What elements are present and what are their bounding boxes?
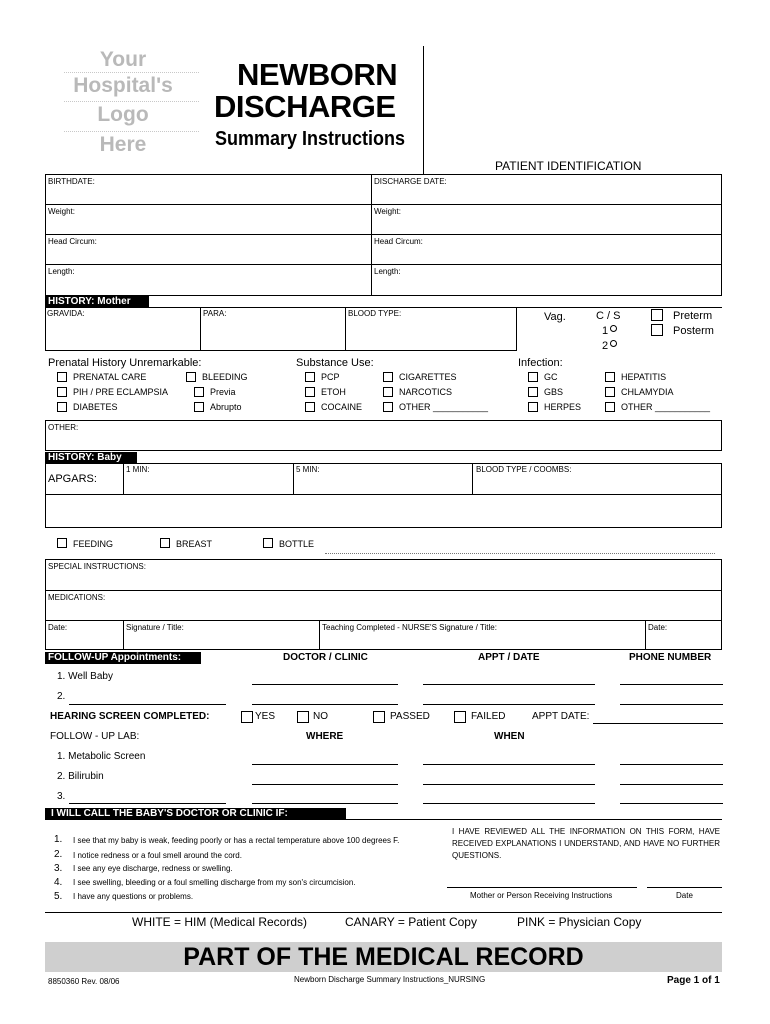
hearing-yes-checkbox[interactable] (241, 711, 253, 723)
history-baby-heading: HISTORY: Baby (45, 452, 137, 464)
posterm-checkbox[interactable] (651, 324, 663, 336)
page-number: Page 1 of 1 (667, 975, 720, 986)
call-item-4: I see swelling, bleeding or a foul smelling discharge from my son's circumcision. (73, 878, 356, 887)
form-name: Newborn Discharge Summary Instructions_NURSING (294, 975, 486, 984)
length-field[interactable]: Length: (48, 267, 75, 276)
hearing-no-checkbox[interactable] (297, 711, 309, 723)
cocaine-label: COCAINE (321, 402, 363, 412)
vag-label: Vag. (544, 311, 566, 323)
banner-text: PART OF THE MEDICAL RECORD (183, 943, 584, 971)
feeding-label: FEEDING (73, 539, 114, 549)
prenatal-heading: Prenatal History Unremarkable: (48, 357, 202, 369)
cs-label: C / S (596, 310, 621, 322)
bleeding-label: BLEEDING (202, 372, 248, 382)
col-phone: PHONE NUMBER (629, 652, 712, 663)
review-statement: I HAVE REVIEWED ALL THE INFORMATION ON THIS FORM, HAVE RECEIVED EXPLANATIONS I UNDERSTAND, AND HAVE NO FURTHER QUESTIONS. (452, 827, 720, 860)
substance-other-checkbox[interactable] (383, 402, 393, 412)
history-mother-heading: HISTORY: Mother (45, 296, 149, 308)
instructions-grid (45, 559, 722, 650)
hepatitis-label: HEPATITIS (621, 372, 667, 382)
call-number-3: 3. (54, 863, 63, 874)
col-doctor-clinic: DOCTOR / CLINIC (283, 652, 368, 663)
special-instructions-field[interactable]: SPECIAL INSTRUCTIONS: (48, 562, 146, 571)
hearing-passed-label: PASSED (390, 711, 430, 722)
bleeding-checkbox[interactable] (186, 372, 196, 382)
prenatal-care-label: PRENATAL CARE (73, 372, 147, 382)
subtitle: Summary Instructions (215, 128, 406, 150)
signature-field[interactable]: Signature / Title: (126, 623, 184, 632)
gbs-label: GBS (544, 387, 564, 397)
teaching-signature-field[interactable]: Teaching Completed - NURSE'S Signature / Title: (322, 623, 497, 632)
patient-id-label: PATIENT IDENTIFICATION (495, 159, 642, 173)
discharge-date-field[interactable]: DISCHARGE DATE: (374, 177, 447, 186)
gc-checkbox[interactable] (528, 372, 538, 382)
call-number-4: 4. (54, 877, 63, 888)
logo-line-2: Hospital's (73, 74, 173, 97)
breast-checkbox[interactable] (160, 538, 170, 548)
hearing-screen-label: HEARING SCREEN COMPLETED: (50, 711, 210, 722)
chlamydia-checkbox[interactable] (605, 387, 615, 397)
infection-other-checkbox[interactable] (605, 402, 615, 412)
call-number-5: 5. (54, 891, 63, 902)
cigarettes-label: CIGARETTES (399, 372, 457, 382)
date-field-2[interactable]: Date: (648, 623, 668, 632)
gc-label: GC (544, 372, 558, 382)
preterm-checkbox[interactable] (651, 309, 663, 321)
hearing-failed-label: FAILED (471, 711, 506, 722)
cocaine-checkbox[interactable] (305, 402, 315, 412)
date-field[interactable]: Date: (48, 623, 68, 632)
apgar-5min-field[interactable]: 5 MIN: (296, 465, 320, 474)
blood-coombs-field[interactable]: BLOOD TYPE / COOMBS: (476, 465, 572, 474)
prenatal-care-checkbox[interactable] (57, 372, 67, 382)
para-field[interactable]: PARA: (203, 309, 227, 318)
col-when: WHEN (494, 731, 525, 742)
posterm-label: Posterm (673, 325, 714, 337)
appt-date-label: APPT DATE: (532, 711, 590, 722)
call-heading: I WILL CALL THE BABY'S DOCTOR OR CLINIC IF: (45, 808, 346, 820)
chlamydia-label: CHLAMYDIA (621, 387, 674, 397)
medical-record-banner (45, 942, 722, 972)
followup-well-baby: 1. Well Baby (57, 671, 113, 682)
hearing-yes-label: YES (255, 711, 276, 722)
preterm-label: Preterm (673, 310, 713, 322)
pcp-checkbox[interactable] (305, 372, 315, 382)
lab-item-3: 3. (57, 791, 66, 802)
call-item-5: I have any questions or problems. (73, 892, 194, 901)
call-number-2: 2. (54, 849, 63, 860)
narcotics-label: NARCOTICS (399, 387, 453, 397)
call-item-3: I see any eye discharge, redness or swelling. (73, 864, 233, 873)
apgar-1min-field[interactable]: 1 MIN: (126, 465, 150, 474)
col-where: WHERE (306, 731, 344, 742)
pih-label: PIH / PRE ECLAMPSIA (73, 387, 169, 397)
col-appt-date: APPT / DATE (478, 652, 540, 663)
head-circum-field-2[interactable]: Head Circum: (374, 237, 423, 246)
abrupto-label: Abrupto (210, 402, 242, 412)
etoh-label: ETOH (321, 387, 346, 397)
infection-heading: Infection: (518, 357, 563, 369)
copy-pink: PINK = Physician Copy (517, 915, 642, 929)
previa-label: Previa (210, 387, 236, 397)
gbs-checkbox[interactable] (528, 387, 538, 397)
logo-line-4: Here (99, 133, 147, 156)
length-field-2[interactable]: Length: (374, 267, 401, 276)
apgars-label: APGARS: (48, 473, 97, 485)
previa-checkbox[interactable] (194, 387, 204, 397)
followup-lab-label: FOLLOW - UP LAB: (50, 731, 140, 742)
head-circum-field[interactable]: Head Circum: (48, 237, 97, 246)
other-label: OTHER: (48, 423, 79, 432)
weight-field-2[interactable]: Weight: (374, 207, 401, 216)
diabetes-label: DIABETES (73, 402, 118, 412)
cs-two: 2 (602, 340, 617, 353)
logo-line-1: Your (99, 48, 147, 71)
hearing-passed-checkbox[interactable] (373, 711, 385, 723)
gravida-field[interactable]: GRAVIDA: (47, 309, 85, 318)
bottle-label: BOTTLE (279, 539, 315, 549)
lab-bilirubin: 2. Bilirubin (57, 771, 104, 782)
cigarettes-checkbox[interactable] (383, 372, 393, 382)
diabetes-checkbox[interactable] (57, 402, 67, 412)
call-item-1: I see that my baby is weak, feeding poorly or has a rectal temperature above 100 degrees F. (73, 836, 400, 845)
blood-type-field[interactable]: BLOOD TYPE: (348, 309, 402, 318)
bottle-checkbox[interactable] (263, 538, 273, 548)
etoh-checkbox[interactable] (305, 387, 315, 397)
hearing-failed-checkbox[interactable] (454, 711, 466, 723)
herpes-label: HERPES (544, 402, 582, 412)
substance-heading: Substance Use: (296, 357, 374, 369)
hearing-no-label: NO (313, 711, 328, 722)
title-line-2: DISCHARGE (214, 89, 396, 124)
receiver-signature-label: Mother or Person Receiving Instructions (470, 891, 613, 900)
birthdate-field[interactable]: BIRTHDATE: (48, 177, 95, 186)
pcp-label: PCP (321, 372, 340, 382)
medications-field[interactable]: MEDICATIONS: (48, 593, 106, 602)
infection-other-label: OTHER ___________ (621, 402, 711, 412)
call-number-1: 1. (54, 834, 63, 845)
top-fields-grid (45, 174, 722, 296)
followup-item-2: 2. (57, 691, 66, 702)
breast-label: BREAST (176, 539, 213, 549)
copy-white: WHITE = HIM (Medical Records) (132, 915, 308, 929)
logo-line-3: Logo (97, 103, 149, 126)
substance-other-label: OTHER ___________ (399, 402, 489, 412)
copy-canary: CANARY = Patient Copy (345, 915, 477, 929)
form-number: 8850360 Rev. 08/06 (48, 977, 120, 986)
receiver-date-label: Date (676, 891, 693, 900)
other-field[interactable] (45, 420, 722, 451)
lab-metabolic: 1. Metabolic Screen (57, 751, 146, 762)
feeding-checkbox[interactable] (57, 538, 67, 548)
followup-heading: FOLLOW-UP Appointments: (45, 652, 201, 664)
call-item-2: I notice redness or a foul smell around the cord. (73, 851, 242, 860)
cs-one: 1 (602, 325, 617, 338)
weight-field[interactable]: Weight: (48, 207, 75, 216)
pih-checkbox[interactable] (57, 387, 67, 397)
hepatitis-checkbox[interactable] (605, 372, 615, 382)
abrupto-checkbox[interactable] (194, 402, 204, 412)
herpes-checkbox[interactable] (528, 402, 538, 412)
title-line-1: NEWBORN (237, 57, 398, 92)
narcotics-checkbox[interactable] (383, 387, 393, 397)
